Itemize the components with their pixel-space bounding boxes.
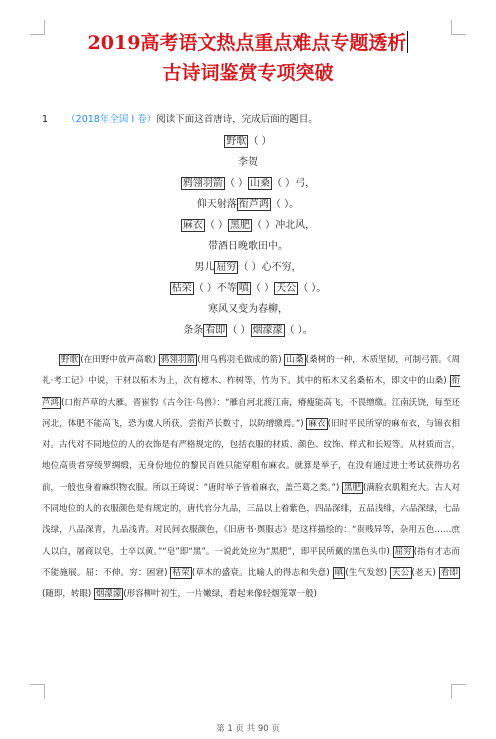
page-corner-mark <box>30 684 45 699</box>
poem-line: 寒风又变为春柳， <box>208 304 288 315</box>
page-corner-mark <box>451 684 466 699</box>
note-term: 枯荣 <box>172 567 190 578</box>
question-prompt: 阅读下面这首唐诗，完成后面的题目。 <box>156 114 318 125</box>
question-number: 1 <box>42 114 49 125</box>
note-term: 鸦翎羽箭 <box>160 355 196 365</box>
page-footer: 第 1 页 共 90 页 <box>216 724 280 734</box>
note-term: 黑肥 <box>344 482 362 493</box>
poem-line: 男儿 屈穷 （ ）心不穷， <box>194 262 302 273</box>
annotations-paragraph: 野歌 (在田野中放声高歌) 鸦翎羽箭 (用乌鸦羽毛做成的箭) 山桑 (桑树的一种，木质坚韧，可制弓箭。《周礼·考工记》中说，干材以柘木为上，次有檍木、柞树等，竹为下。其中的柘木又名桑柘木，即文中的山桑) 衔芦鸿 (口衔芦草的大雁。晋崔豹《古今注·鸟兽》：“雁自河北渡江南，瘠瘦能高飞，不畏缯缴。江南沃饶，每至还河北，体肥不能高飞，恐为虞人所获，尝衔芦长数寸，以防缯缴焉。”) 麻衣 (旧时平民所穿的麻布衣，与锦衣相对。古代对不同地位的人的衣饰是有严格规定的，包括衣服的材质、颜色、纹饰、样式和长短等。从材质而言，地位高贵者穿绫罗绸缎，无身份地位的黎民百姓只能穿粗布麻衣。就算是举子，在没有通过进士考试获得功名前，一般也身着麻织物衣服。所以王琦说：“唐时举子皆着麻衣，盖苎葛之类。”) 黑肥 (满脸衣肌粗充大。古人对不同地位的人的衣服颜色是有规定的，唐代官分九品，三品以上着紫色，四品深绯，五品浅绯，六品深绿，七品浅绿，八品深青，九品浅青。对民间衣服颜色，《旧唐书·舆服志》是这样描绘的：“贵贱异等，杂用五色……庶人以白，屠商以皂，士卒以黄。”“皂”即“黑”。一说此处应为“黑肥”，即平民所戴的黑色头巾) 屈穷 (指有才志而不能施展。屈：不伸。穷：困窘) 枯荣 (草木的盛衰。比喻人的得志和失意) 嗔 (生气发怒) 天公 (老天) 看即(随即，转眼) 烟濛濛 (形容柳叶初生，一片嫩绿，看起来像轻烟笼罩一般) <box>42 355 461 600</box>
poem-author: 李贺 <box>238 157 258 168</box>
note-term: 嗔 <box>334 567 344 578</box>
poem-line: 仰天射落 衔芦鸿 （ ）。 <box>196 199 300 210</box>
poem-line: 条条 看即 （ ） 烟濛濛 （ ）。 <box>183 325 313 336</box>
note-term: 山桑 <box>286 355 304 365</box>
note-term: 麻衣 <box>308 418 326 429</box>
poem-line: 鸦翎羽箭 （ ） 山桑 （ ）弓， <box>182 178 316 189</box>
note-term: 衔芦鸿 <box>42 376 461 408</box>
note-term: 烟濛濛 <box>95 589 122 600</box>
question-source[interactable]: （2018年全国 I 卷） <box>66 114 157 125</box>
document-title <box>0 31 496 55</box>
document-subtitle: 古诗词鉴赏专项突破 <box>162 62 334 84</box>
title-text: 2019高考语文热点重点难点专题透析 <box>87 32 407 54</box>
poem-title-line: 野歌 （ ） <box>226 136 272 147</box>
note-term: 屈穷 <box>394 546 412 557</box>
poem-line: 枯荣 （ ）不等 嗔 （ ） 天公 （ ）。 <box>171 283 327 294</box>
text-cursor <box>407 31 408 53</box>
note-term: 野歌 <box>60 355 79 365</box>
poem-line: 麻衣 （ ） 黑肥 （ ）冲北风， <box>182 220 316 231</box>
poem-title: 野歌 <box>226 136 247 147</box>
poem-block <box>0 131 496 341</box>
note-term: 看即 <box>440 567 458 578</box>
question-line <box>42 111 318 125</box>
poem-line: 带酒日晚歌田中。 <box>208 241 288 252</box>
note-term: 天公 <box>392 567 410 578</box>
